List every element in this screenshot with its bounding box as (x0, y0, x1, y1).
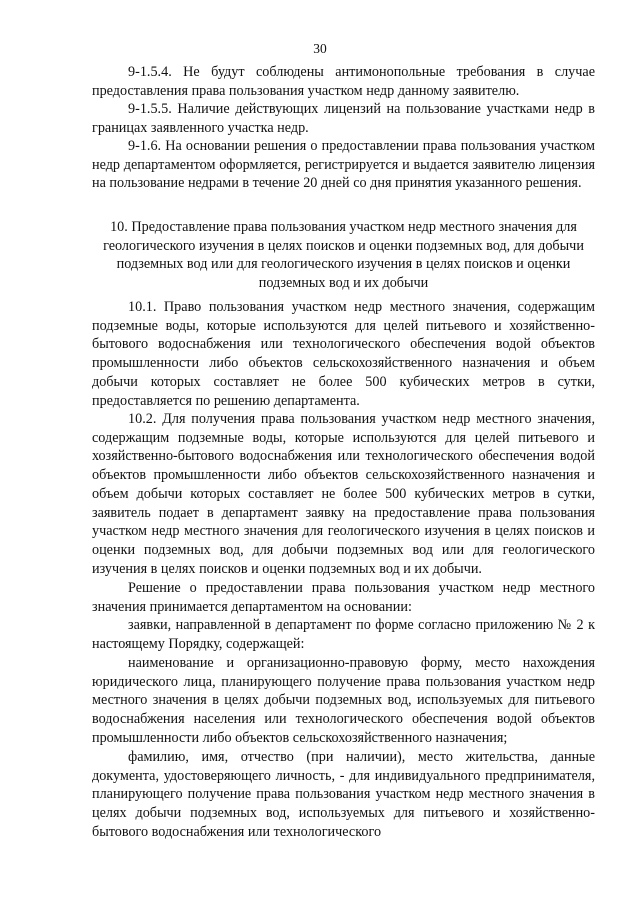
section-heading: 10. Предоставление права пользования участком недр местного значения для геологического изучения в целях поисков и оценки подземных вод, для добычи подземных вод или для геологического изучения в целях поисков и оценки подземных вод и их добычи (103, 219, 584, 292)
paragraph-9-1-5-4: 9-1.5.4. Не будут соблюдены антимонопольные требования в случае предоставления права пользования участком недр данному заявителю. (92, 64, 595, 99)
paragraph-decision: Решение о предоставлении права пользования участком недр местного значения принимается департаментом на основании: (92, 580, 595, 615)
paragraph-individual: фамилию, имя, отчество (при наличии), место жительства, данные документа, удостоверяющего личность, - для индивидуального предпринимателя, планирующего получение права пользования участком недр местного значения в целях добычи подземных вод, используемых для питьевого и хозяйственно-бытового водоснабжения или технологического (92, 749, 595, 840)
page-number: 30 (313, 41, 327, 56)
paragraph-9-1-5-5: 9-1.5.5. Наличие действующих лицензий на пользование участками недр в границах заявленного участка недр. (92, 101, 595, 136)
paragraph-10-2: 10.2. Для получения права пользования участком недр местного значения, содержащим подземные воды, которые используются для целей питьевого и хозяйственно-бытового водоснабжения или технологического обеспечения водой объектов промышленности либо объектов сельскохозяйственного назначения и объем добычи которых составляет не более 500 кубических метров в сутки, заявитель подает в департамент заявку на предоставление права пользования участком недр местного значения для геологического изучения в целях поисков и оценки подземных вод, для добычи подземных вод или для геологического изучения в целях поисков и оценки подземных вод и их добычи. (92, 411, 595, 577)
paragraph-9-1-6: 9-1.6. На основании решения о предоставлении права пользования участком недр департаментом оформляется, регистрируется и выдается заявителю лицензия на пользование недрами в течение 20 дней со дня принятия указанного решения. (92, 138, 595, 192)
paragraph-application: заявки, направленной в департамент по форме согласно приложению № 2 к настоящему Порядку, содержащей: (92, 617, 595, 652)
paragraph-legal-entity: наименование и организационно-правовую форму, место нахождения юридического лица, планирующего получение права пользования участком недр местного значения в целях добычи подземных вод, используемых для питьевого водоснабжения населения или технологического обеспечения водой объектов промышленности либо объектов сельскохозяйственного назначения; (92, 655, 595, 746)
paragraph-10-1: 10.1. Право пользования участком недр местного значения, содержащим подземные воды, которые используются для целей питьевого и хозяйственно-бытового водоснабжения или технологического обеспечения водой объектов промышленности либо объектов сельскохозяйственного назначения и объем добычи которых составляет не более 500 кубических метров в сутки, предоставляется по решению департамента. (92, 299, 595, 409)
